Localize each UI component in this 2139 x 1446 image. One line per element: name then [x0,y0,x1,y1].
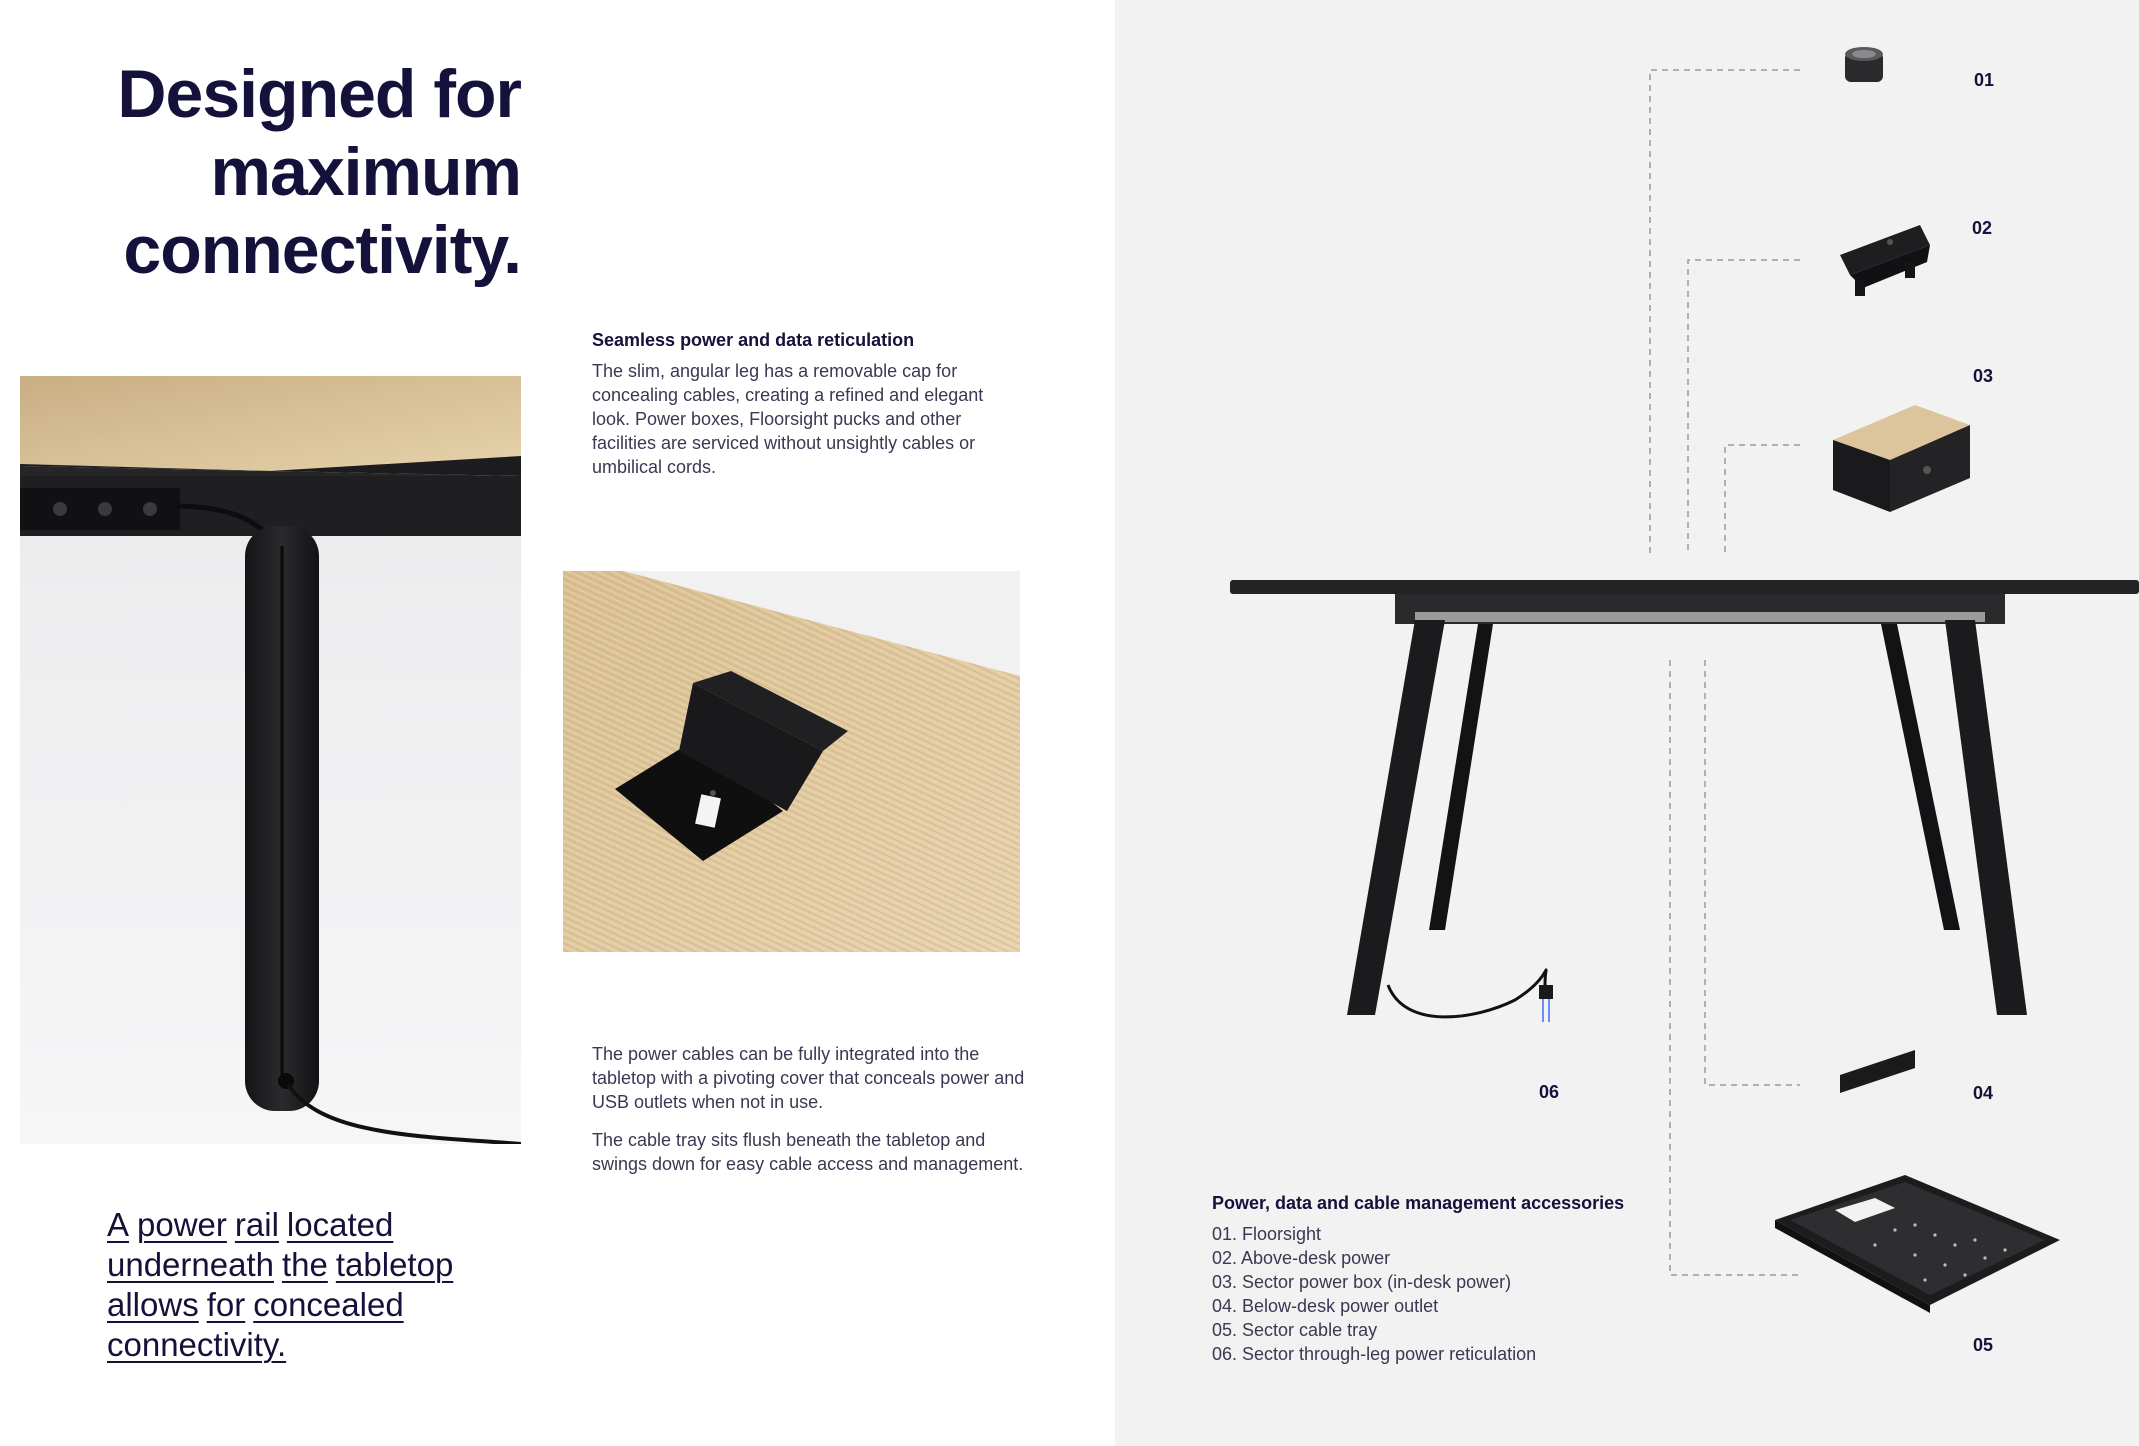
section-cable-tray-para-1: The power cables can be fully integrated into the tabletop with a pivoting cover that conceals power and USB outlets when not in use. [592,1044,1025,1112]
power-rail-caption [107,1205,507,1365]
accessories-list [1212,1193,1732,1366]
accessories-title: Power, data and cable management accessories [1212,1193,1625,1213]
callout-06: 06 [1539,1082,1560,1102]
desk-leg-photo [20,376,521,1144]
below-desk-outlet-icon [1840,1050,1915,1093]
caption-word: the [281,1246,328,1283]
caption-word: underneath [107,1246,274,1283]
accessory-item: 06. Sector through-leg power reticulation [1212,1344,1537,1364]
callout-05: 05 [1973,1335,1994,1355]
section-cable-tray-para-2: The cable tray sits flush beneath the tabletop and swings down for easy cable access and management. [592,1130,1024,1174]
section-cable-tray [592,1042,1032,1190]
caption-word: connectivity. [107,1326,287,1363]
accessory-item: 02. Above-desk power [1212,1248,1391,1268]
floorsight-icon [1845,47,1883,82]
cable-tray-icon [1775,1175,2060,1313]
accessory-item: 01. Floorsight [1212,1224,1322,1244]
section-reticulation [592,330,1012,479]
caption-word: for [206,1286,246,1323]
above-desk-power-icon [1840,225,1930,296]
headline-line-1: Designed for [117,56,521,132]
accessory-item: 05. Sector cable tray [1212,1320,1378,1340]
caption-word: allows [107,1286,199,1323]
sector-desk-icon [1230,580,2139,1022]
accessory-item: 03. Sector power box (in-desk power) [1212,1272,1512,1292]
headline-line-2: maximum [210,134,521,210]
headline-line-3: connectivity. [123,212,521,288]
callout-01: 01 [1974,70,1995,90]
caption-word: rail [234,1206,279,1243]
callout-03: 03 [1973,366,1994,386]
caption-word: tabletop [335,1246,454,1283]
callout-02: 02 [1972,218,1993,238]
caption-word: power [137,1206,227,1243]
section-reticulation-body: The slim, angular leg has a removable cap for concealing cables, creating a refined and elegant look. Power boxes, Floorsight pucks and other facilities are serviced without unsightly cables or umbilical cords. [592,361,984,477]
page-headline [0,55,521,289]
power-cover-photo [563,571,1020,952]
caption-word: concealed [253,1286,404,1323]
caption-word: located [286,1206,394,1243]
section-reticulation-title: Seamless power and data reticulation [592,330,915,350]
accessory-item: 04. Below-desk power outlet [1212,1296,1439,1316]
sector-power-box-icon [1833,405,1970,512]
caption-word: A [107,1206,130,1243]
leader-lines [1650,70,1800,1275]
callout-04: 04 [1973,1083,1994,1103]
